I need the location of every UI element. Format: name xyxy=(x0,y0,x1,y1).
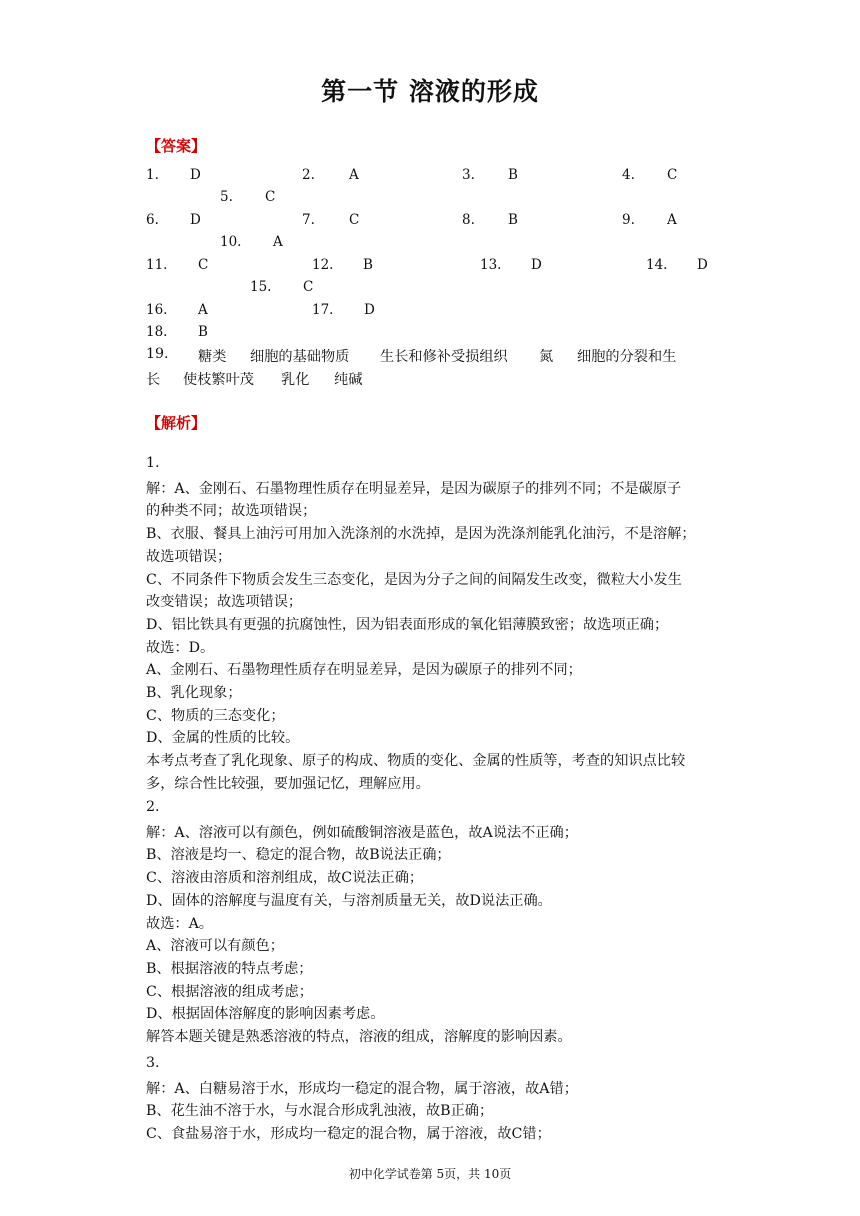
analysis-line: C、不同条件下物质会发生三态变化，是因为分子之间的间隔发生改变，微粒大小发生 xyxy=(146,571,682,588)
answer-choice: C xyxy=(349,212,360,228)
answer-number: 5. xyxy=(220,189,233,205)
answer-choice: B xyxy=(508,167,518,183)
analysis-line: D、铝比铁具有更强的抗腐蚀性，因为铝表面形成的氧化铝薄膜致密；故选项正确； xyxy=(146,616,669,633)
analysis-line: D、根据固体溶解度的影响因素考虑。 xyxy=(146,1006,385,1023)
answer-choice: C xyxy=(303,279,314,295)
answer-number: 13. xyxy=(480,257,502,273)
analysis-line: D、固体的溶解度与温度有关，与溶剂质量无关，故D说法正确。 xyxy=(146,892,552,909)
analysis-line: A、溶液可以有颜色； xyxy=(146,938,284,955)
answer-choice: A xyxy=(349,167,359,183)
answer-item: 使枝繁叶茂 xyxy=(183,372,254,388)
analysis-line: 的种类不同；故选项错误； xyxy=(146,503,317,520)
analysis-line: 解：A、白糖易溶于水，形成均一稳定的混合物，属于溶液，故A错； xyxy=(146,1080,578,1097)
analysis-line: 1. xyxy=(146,455,160,471)
answer-item: 细胞的基础物质 xyxy=(250,349,350,365)
analysis-line: C、根据溶液的组成考虑； xyxy=(146,983,313,1000)
answer-item: 糖类 xyxy=(198,349,227,365)
analysis-line: A、金刚石、石墨物理性质存在明显差异，是因为碳原子的排列不同； xyxy=(146,662,582,679)
answer-choice: D xyxy=(531,257,542,273)
answer-choice: D xyxy=(697,257,708,273)
answer-item: 纯碱 xyxy=(334,372,363,388)
answer-number: 3. xyxy=(462,167,475,183)
answer-number: 17. xyxy=(312,302,334,318)
answer-item: 长 xyxy=(146,372,161,388)
page-title: 第一节 溶液的形成 xyxy=(321,77,539,106)
analysis-line: B、花生油不溶于水，与水混合形成乳浊液，故B正确； xyxy=(146,1103,494,1120)
answer-number: 11. xyxy=(146,257,168,273)
analysis-line: B、根据溶液的特点考虑； xyxy=(146,960,313,977)
answer-item: 细胞的分裂和生 xyxy=(577,349,677,365)
page-footer: 初中化学试卷第 5页，共 10页 xyxy=(348,1167,512,1181)
answer-choice: B xyxy=(363,257,373,273)
analysis-line: 2. xyxy=(146,799,160,815)
answer-number: 7. xyxy=(302,212,315,228)
analysis-line: 3. xyxy=(146,1055,160,1071)
answer-number: 18. xyxy=(146,324,168,340)
answer-number: 10. xyxy=(220,234,242,250)
analysis-line: B、衣服、餐具上油污可用加入洗涤剂的水洗掉，是因为洗涤剂能乳化油污，不是溶解； xyxy=(146,526,696,543)
answer-number: 4. xyxy=(622,167,635,183)
answer-choice: D xyxy=(190,212,201,228)
analysis-line: 故选项错误； xyxy=(146,548,232,565)
analysis-line: C、食盐易溶于水，形成均一稳定的混合物，属于溶液，故C错； xyxy=(146,1126,551,1143)
analysis-line: 故选：D。 xyxy=(146,639,215,656)
analysis-line: 改变错误；故选项错误； xyxy=(146,594,303,611)
analysis-line: B、乳化现象； xyxy=(146,685,242,701)
answer-choice: A xyxy=(198,302,208,318)
answer-number: 1. xyxy=(146,167,159,183)
answer-choice: B xyxy=(198,324,208,340)
answer-choice: D xyxy=(190,167,201,183)
analysis-line: 解答本题关键是熟悉溶液的特点，溶液的组成，溶解度的影响因素。 xyxy=(146,1029,572,1045)
answer-number: 19. xyxy=(146,346,169,362)
analysis-line: 故选：A。 xyxy=(146,915,213,932)
answer-choice: D xyxy=(364,302,375,318)
analysis-line: B、溶液是均一、稳定的混合物，故B说法正确； xyxy=(146,847,451,864)
answer-number: 16. xyxy=(146,302,168,318)
analysis-header: 【解析】 xyxy=(146,414,207,432)
analysis-line: 解：A、溶液可以有颜色，例如硫酸铜溶液是蓝色，故A说法不正确； xyxy=(146,824,578,841)
answer-choice: A xyxy=(273,234,283,250)
answer-choice: C xyxy=(667,167,678,183)
answer-number: 14. xyxy=(646,257,668,273)
answer-number: 9. xyxy=(622,212,635,228)
answer-choice: C xyxy=(265,189,276,205)
answer-number: 15. xyxy=(250,279,272,295)
analysis-line: C、溶液由溶质和溶剂组成，故C说法正确； xyxy=(146,870,424,887)
answer-number: 12. xyxy=(312,257,334,273)
analysis-line: 多，综合性比较强，要加强记忆，理解应用。 xyxy=(146,775,430,792)
answer-number: 8. xyxy=(462,212,475,228)
analysis-line: C、物质的三态变化； xyxy=(146,707,285,724)
analysis-line: 本考点考查了乳化现象、原子的构成、物质的变化、金属的性质等，考查的知识点比较 xyxy=(146,753,686,770)
analysis-line: 解：A、金刚石、石墨物理性质存在明显差异，是因为碳原子的排列不同；不是碳原子 xyxy=(146,480,682,497)
answer-item: 生长和修补受损组织 xyxy=(380,349,508,365)
answer-item: 乳化 xyxy=(281,372,310,388)
answer-header: 【答案】 xyxy=(146,137,207,155)
answer-number: 6. xyxy=(146,212,159,228)
answer-number: 2. xyxy=(302,167,315,183)
answer-choice: A xyxy=(667,212,677,228)
analysis-line: D、金属的性质的比较。 xyxy=(146,730,300,747)
answer-choice: C xyxy=(198,257,209,273)
answer-choice: B xyxy=(508,212,518,228)
answer-item: 氮 xyxy=(539,349,554,365)
